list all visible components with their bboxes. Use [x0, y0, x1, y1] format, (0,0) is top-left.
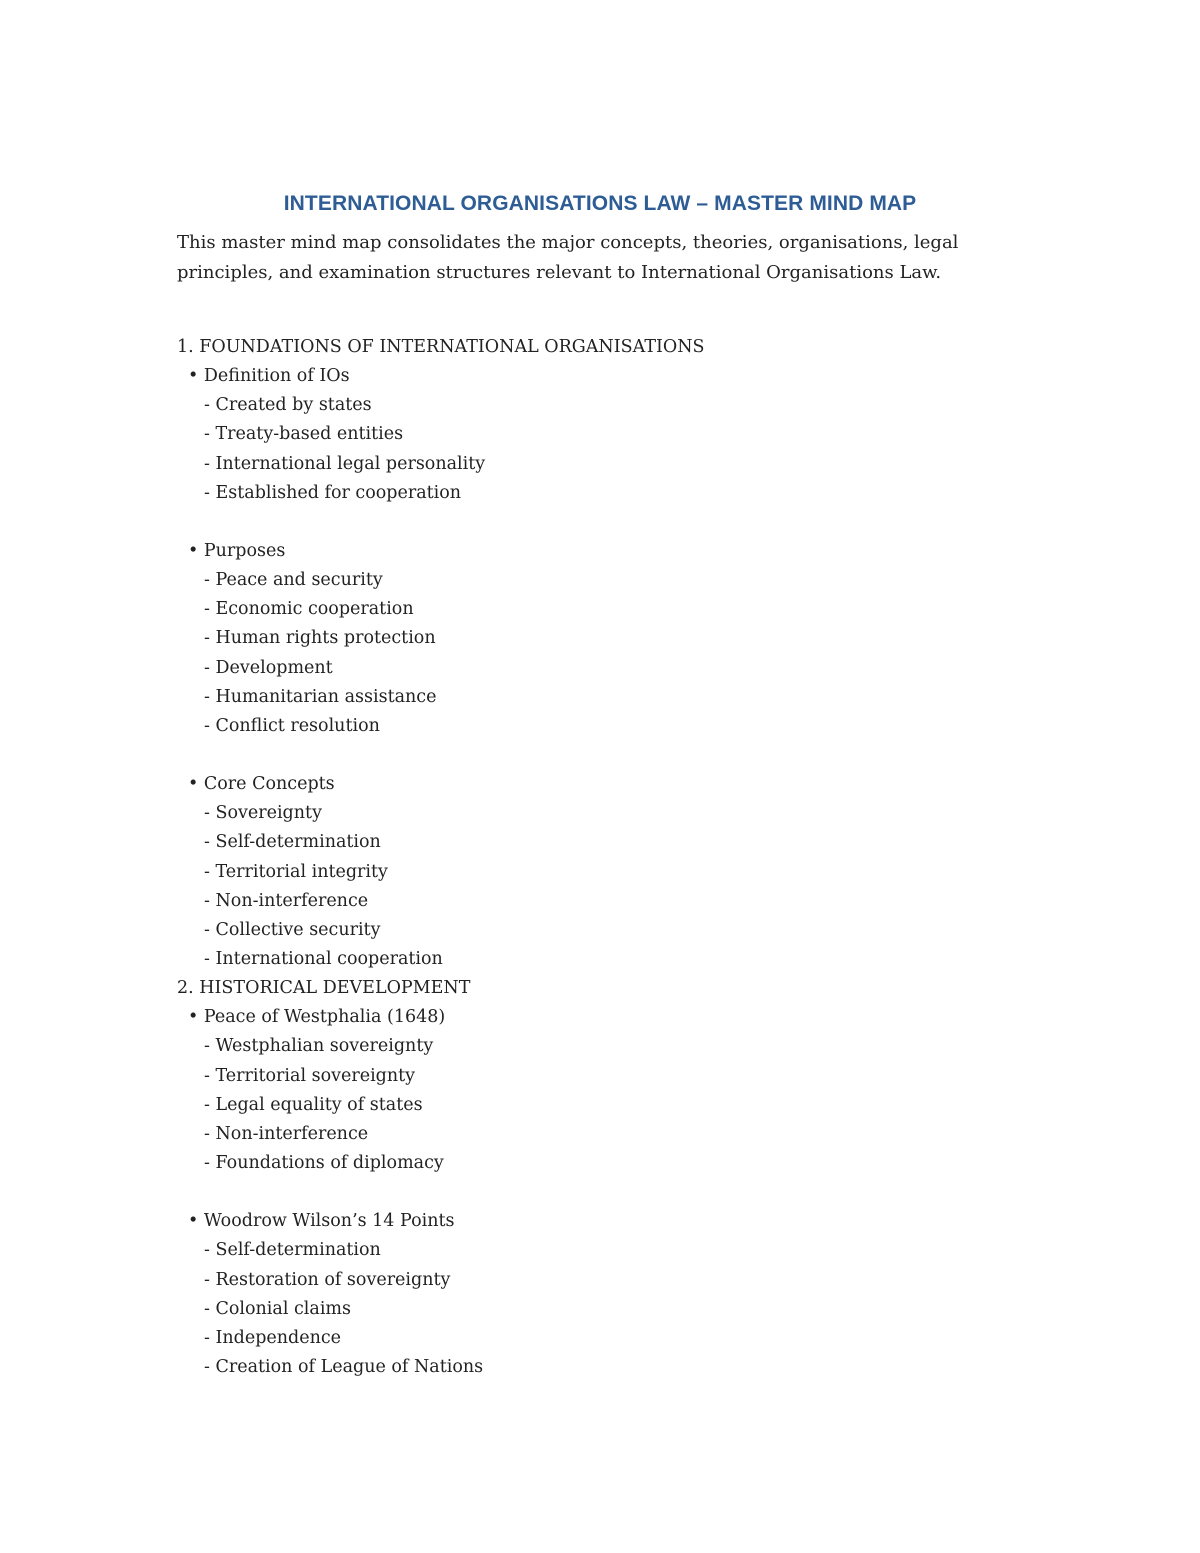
list-item: - Non-interference [204, 890, 369, 911]
intro-paragraph [177, 228, 997, 288]
list-item: - Humanitarian assistance [204, 686, 437, 707]
group-label: • Core Concepts [188, 774, 335, 795]
spacer [177, 741, 1017, 770]
spacer [177, 508, 1017, 537]
list-item: - Legal equality of states [204, 1094, 423, 1115]
list-item: - Human rights protection [204, 628, 436, 649]
list-item: - Non-interference [204, 1123, 369, 1144]
list-item: - International legal personality [204, 453, 486, 474]
list-item: - Self-determination [204, 832, 381, 853]
group-label: • Peace of Westphalia (1648) [188, 1007, 446, 1028]
mind-map-outline [177, 333, 1017, 1382]
list-item: - Self-determination [204, 1240, 381, 1261]
list-item: - Created by states [204, 395, 372, 416]
list-item: - Colonial claims [204, 1298, 351, 1319]
list-item: - Collective security [204, 919, 381, 940]
group-label: • Woodrow Wilson’s 14 Points [188, 1211, 455, 1232]
document-title: INTERNATIONAL ORGANISATIONS LAW – MASTER MIND MAP [283, 192, 917, 215]
list-item: - Economic cooperation [204, 599, 414, 620]
list-item: - Westphalian sovereignty [204, 1036, 434, 1057]
intro-line: This master mind map consolidates the major concepts, theories, organisations, legal [177, 232, 959, 253]
list-item: - Peace and security [204, 570, 383, 591]
list-item: - Restoration of sovereignty [204, 1269, 451, 1290]
list-item: - Conflict resolution [204, 715, 380, 736]
list-item: - Sovereignty [204, 803, 322, 824]
group-label: • Definition of IOs [188, 366, 350, 387]
list-item: - Creation of League of Nations [204, 1356, 484, 1377]
list-item: - Foundations of diplomacy [204, 1152, 444, 1173]
list-item: - Development [204, 657, 333, 678]
intro-line: principles, and examination structures relevant to International Organisations Law. [177, 262, 942, 283]
list-item: - Established for cooperation [204, 482, 462, 503]
section-heading: 2. HISTORICAL DEVELOPMENT [177, 978, 471, 999]
list-item: - International cooperation [204, 948, 443, 969]
list-item: - Territorial sovereignty [204, 1065, 416, 1086]
list-item: - Independence [204, 1327, 342, 1348]
list-item: - Territorial integrity [204, 861, 388, 882]
section-heading: 1. FOUNDATIONS OF INTERNATIONAL ORGANISATIONS [177, 337, 705, 357]
group-label: • Purposes [188, 540, 286, 561]
spacer [177, 1178, 1017, 1207]
list-item: - Treaty-based entities [204, 424, 404, 445]
